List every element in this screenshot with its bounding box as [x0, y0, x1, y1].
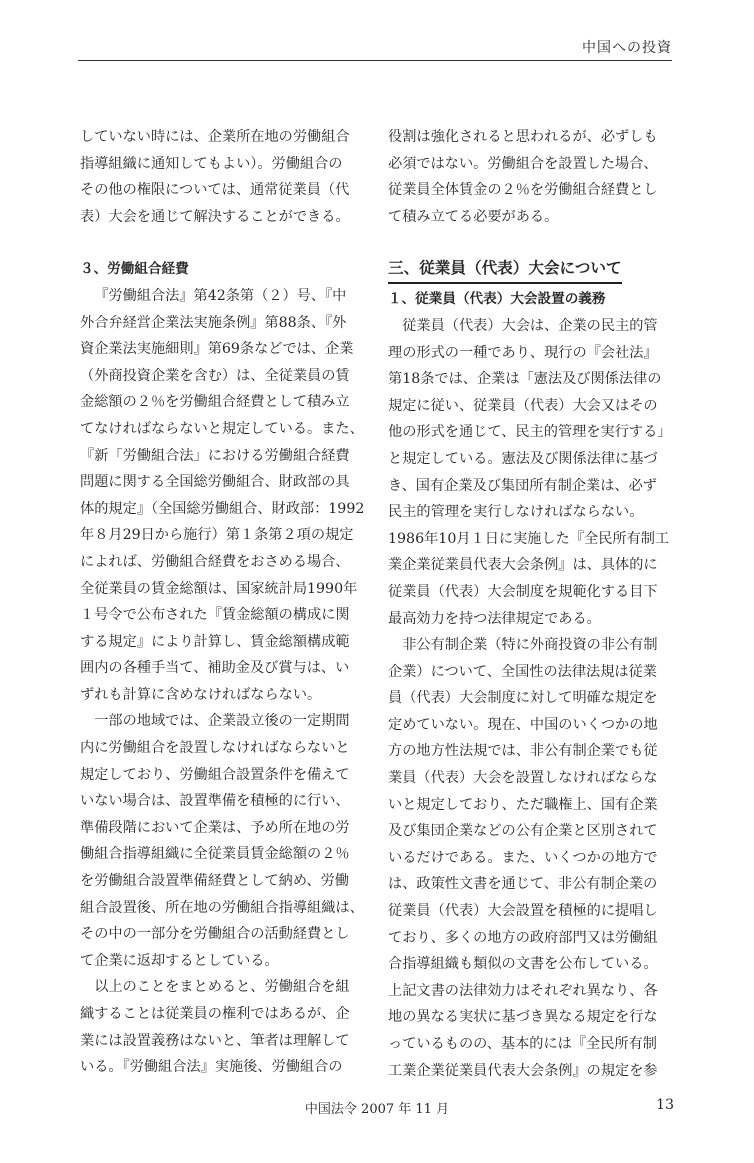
text-line: を労働組合設置準備経費として納め、労働 [80, 873, 349, 890]
text-line: その他の権限については、通常従業員（代 [80, 182, 350, 199]
text-line: 金総額の２％を労働組合経費として積み立 [80, 394, 350, 411]
text-line: いるだけである。また、いくつかの地方で [388, 849, 658, 866]
text-line: 業には設置義務はないと、筆者は理解して [80, 1032, 350, 1049]
text-line: 働組合指導組織に全従業員賃金総額の２％ [80, 846, 350, 863]
text-line: き、国有企業及び集団所有制企業は、必ず [388, 477, 657, 494]
left-column [80, 124, 365, 1081]
text-line: いない場合は、設置準備を積極的に行い、 [80, 793, 350, 810]
text-line: 非公有制企業（特に外商投資の非公有制 [402, 637, 658, 654]
text-line: 一部の地域では、企業設立後の一定期間 [94, 713, 350, 730]
text-line: てなければならないと規定している。また、 [80, 420, 364, 437]
text-line: 準備段階において企業は、予め所在地の労 [80, 819, 350, 836]
text-line: 第18条では、企業は「憲法及び関係法律の [388, 371, 662, 388]
text-line: 及び集団企業などの公有企業と区別されて [388, 823, 658, 840]
text-line: 地の異なる実状に基づき異なる規定を行な [388, 1009, 658, 1026]
text-line: する規定』により計算し、賃金総額構成範 [80, 633, 350, 650]
right-column [388, 124, 672, 1084]
text-line: （外商投資企業を含む）は、全従業員の賃 [80, 367, 350, 384]
text-line: 体的規定』（全国総労働組合、財政部：1992 [80, 500, 365, 517]
right-paragraph-3 [388, 632, 668, 1084]
page-number: 13 [656, 1097, 674, 1113]
header-rule [78, 60, 672, 61]
text-line: 『新「労働組合法」における労働組合経費 [80, 447, 350, 464]
text-line: 全従業員の賃金総額は、国家統計局1990年 [80, 580, 358, 597]
text-line: 以上のことをまとめると、労働組合を組 [94, 979, 350, 996]
chapter-heading: 三、従業員（代表）大会について [388, 256, 622, 284]
text-line: 工業企業従業員代表大会条例』の規定を参 [388, 1062, 658, 1079]
text-line: 方の地方性法規では、非公有制企業でも従 [388, 743, 658, 760]
text-line: いと規定しており、ただ職権上、国有企業 [388, 796, 658, 813]
text-line: ずれも計算に含めなければならない。 [80, 686, 322, 703]
text-line: 表）大会を通じて解決することができる。 [80, 208, 350, 225]
text-line: その中の一部分を労働組合の活動経費とし [80, 926, 350, 943]
text-line: 業員（代表）大会を設置しなければならな [388, 770, 658, 787]
text-line: 1986年10月１日に実施した『全民所有制工 [388, 530, 670, 547]
text-line: していない時には、企業所在地の労働組合 [80, 129, 350, 145]
text-line: 規定に従い、従業員（代表）大会又はその [388, 397, 658, 414]
text-line: 他の形式を通じて、民主的管理を実行する」 [388, 424, 672, 441]
text-line: １号令で公布された『賃金総額の構成に関 [80, 607, 350, 624]
text-line: 民主的管理を実行しなければならない。 [388, 504, 644, 521]
text-line: 年８月29日から施行）第１条第２項の規定 [80, 527, 354, 544]
text-line: ており、多くの地方の政府部門又は労働組 [388, 929, 658, 946]
text-line: 規定しており、労働組合設置条件を備えて [80, 766, 350, 783]
text-line: 理の形式の一種であり、現行の『会社法』 [388, 344, 658, 361]
text-line: 必須ではない。労働組合を設置した場合、 [388, 155, 658, 172]
running-header: 中国への投資 [582, 40, 672, 56]
right-paragraph-2 [388, 313, 672, 632]
text-line: 合指導組織も類似の文書を公布している。 [388, 956, 658, 973]
text-line: 従業員全体賃金の２％を労働組合経費とし [388, 182, 658, 199]
text-line: 従業員（代表）大会制度を規範化する目下 [388, 583, 658, 600]
section-heading-1: １、従業員（代表）大会設置の義務 [388, 291, 606, 308]
text-line: は、政策性文書を通じて、非公有制企業の [388, 876, 658, 893]
text-line: 外合弁経営企業法実施条例』第88条、『外 [80, 314, 347, 331]
section-heading-3: ３、労働組合経費 [80, 261, 189, 278]
text-line: 従業員（代表）大会は、企業の民主的管 [402, 317, 658, 334]
text-line: て企業に返却するとしている。 [80, 952, 279, 969]
text-line: 『労働組合法』第42条第（２）号、『中 [94, 287, 347, 304]
text-line: 企業）について、全国性の法律法規は従業 [388, 663, 657, 680]
text-line: 指導組織に通知してもよい）。労働組合の [80, 155, 343, 172]
text-line: 組合設置後、所在地の労働組合指導組織は、 [80, 899, 364, 916]
left-paragraph-4 [80, 974, 360, 1080]
text-line: いる。『労働組合法』実施後、労働組合の [80, 1059, 343, 1076]
text-line: 業企業従業員代表大会条例』は、具体的に [388, 557, 658, 574]
text-line: 従業員（代表）大会設置を積極的に提唱し [388, 903, 658, 920]
text-line: と規定している。憲法及び関係法律に基づ [388, 450, 658, 467]
text-line: によれば、労働組合経費をおさめる場合、 [80, 553, 350, 570]
text-line: 問題に関する全国総労働組合、財政部の具 [80, 474, 350, 491]
text-line: 最高効力を持つ法律規定である。 [388, 610, 601, 627]
left-paragraph-1 [80, 124, 360, 230]
text-line: 囲内の各種手当て、補助金及び賞与は、い [80, 660, 350, 677]
text-line: 資企業法実施細則』第69条などでは、企業 [80, 341, 354, 358]
text-line: っているものの、基本的には『全民所有制 [388, 1036, 657, 1052]
text-line: て積み立てる必要がある。 [388, 208, 559, 225]
footer-journal: 中国法令 2007 年 11 月 [304, 1102, 450, 1117]
right-paragraph-1 [388, 124, 668, 230]
text-line: 織することは従業員の権利ではあるが、企 [80, 1006, 350, 1022]
text-line: 内に労働組合を設置しなければならないと [80, 740, 350, 757]
left-paragraph-2 [80, 283, 365, 709]
text-line: 上記文書の法律効力はそれぞれ異なり、各 [388, 982, 658, 999]
text-line: 員（代表）大会制度に対して明確な規定を [388, 690, 658, 707]
left-paragraph-3 [80, 708, 364, 974]
text-line: 定めていない。現在、中国のいくつかの地 [388, 716, 658, 733]
text-line: 役割は強化されると思われるが、必ずしも [388, 129, 658, 145]
